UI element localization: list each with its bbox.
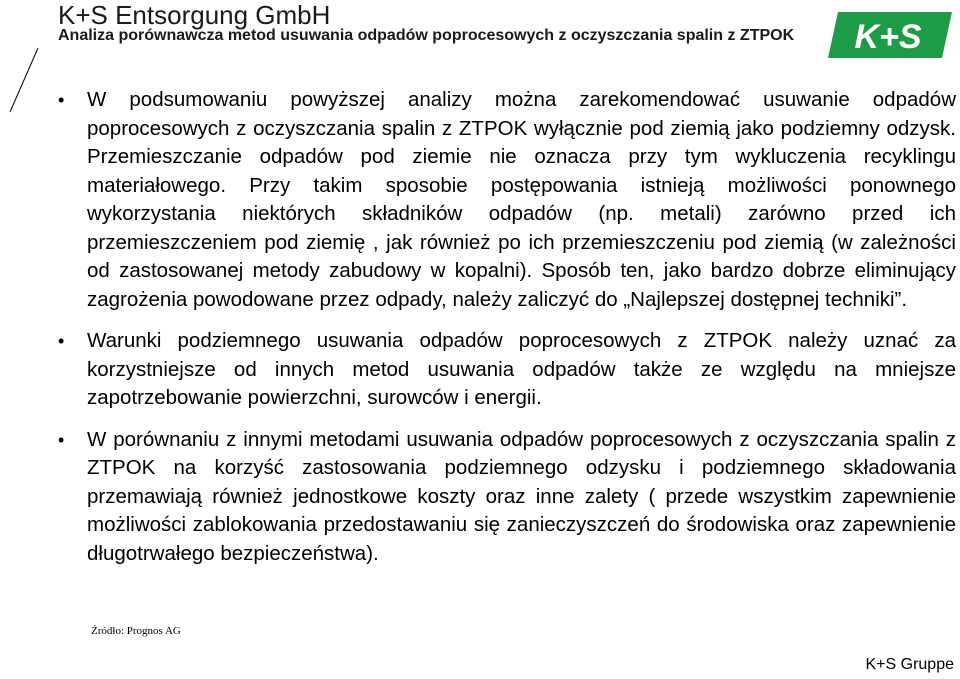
decorative-slash bbox=[0, 0, 60, 120]
company-title: K+S Entsorgung GmbH bbox=[58, 0, 331, 30]
source-note: Źródło: Prognos AG bbox=[91, 625, 181, 637]
bullet-icon: • bbox=[58, 90, 65, 110]
logo-text: K+S bbox=[854, 18, 922, 56]
bullet-icon: • bbox=[58, 429, 65, 450]
bullet-text: Warunki podziemnego usuwania odpadów poprocesowych z ZTPOK należy uznać za korzystniejsze od innych metod usuwania odpadów także ze względu na mniejsze zapotrzebowanie powierzchni, surowców i energii. bbox=[87, 329, 956, 409]
bullet-icon: • bbox=[58, 331, 65, 351]
bullet-text: W porównaniu z innymi metodami usuwania odpadów poprocesowych z oczyszczania spalin z ZTPOK na korzyść zastosowania podziemnego odzysku i podziemnego składowania przemawiają również jednostkowe koszty oraz inne zalety ( przede wszystkim zapewnienie możliwości zablokowania przedostawaniu się zanieczyszczeń do środowiska oraz zapewnienie długotrwałego bezpieczeństwa). bbox=[87, 427, 956, 565]
presentation-subtitle: Analiza porównawcza metod usuwania odpadów poprocesowych z oczyszczania spalin z ZTPOK bbox=[58, 27, 795, 44]
bullet-text: W podsumowaniu powyższej analizy można zarekomendować usuwanie odpadów poprocesowych z oczyszczania spalin z ZTPOK wyłącznie pod ziemią jako podziemny odzysk. Przemieszczanie odpadów pod ziemie nie oznacza przy tym wykluczenia recyklingu materiałowego. Przy takim sposobie postępowania istnieją możliwości ponownego wykorzystania niektórych składników odpadów (np. metali) zarówno przed ich przemieszczeniem pod ziemię , jak również po ich przemieszczeniu pod ziemią (w zależności od zastosowanej metody zabudowy w kopalni). Sposób ten, jako bardzo dobrze eliminujący zagrożenia powodowane przez odpady, należy zaliczyć do „Najlepszej dostępnej techniki”. bbox=[87, 88, 956, 311]
bullet-item-conditions bbox=[58, 327, 956, 413]
bullet-item-comparison bbox=[58, 426, 956, 569]
bullet-list bbox=[58, 86, 956, 568]
bullet-item-recommendation bbox=[58, 86, 956, 314]
ks-logo-icon bbox=[828, 12, 952, 58]
footer-brand: K+S Gruppe bbox=[865, 656, 954, 673]
